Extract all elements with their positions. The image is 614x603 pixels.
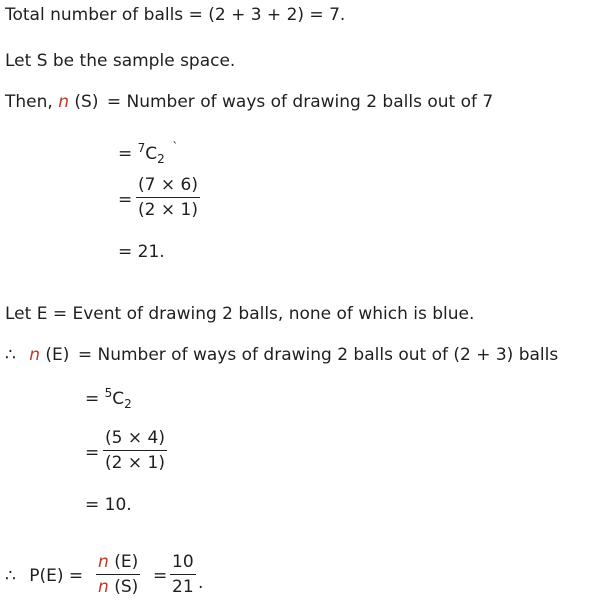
fraction-bar [170, 574, 196, 575]
sample-space-line: Let S be the sample space. [5, 51, 236, 71]
n-s-fraction [136, 174, 200, 221]
n-e-fraction-denominator: (2 × 1) [105, 453, 165, 473]
probability-denominator [96, 576, 140, 598]
n-s-combination [118, 136, 178, 165]
fraction-bar [136, 197, 200, 198]
comb-superscript: 7 [137, 141, 146, 155]
then-prefix: Then, [5, 92, 53, 112]
comb-subscript: 2 [124, 397, 132, 411]
probability-label: P(E) = [29, 566, 84, 586]
fraction-bar [96, 574, 140, 575]
probability-fraction [96, 551, 140, 598]
probability-lhs [5, 565, 83, 587]
n-s-argument: (S) [74, 92, 99, 112]
denominator-argument: (S) [114, 577, 139, 597]
probability-equals: = [153, 566, 168, 586]
n-e-argument: (E) [45, 345, 70, 365]
comb-letter: C [145, 144, 158, 164]
n-e-variable: n [29, 345, 41, 365]
probability-numerator [96, 551, 140, 573]
n-s-description: = Number of ways of drawing 2 balls out of 7 [106, 92, 494, 112]
result-denominator: 21 [172, 577, 194, 597]
total-balls-line: Total number of balls = (2 + 3 + 2) = 7. [5, 5, 346, 25]
comb-subscript: 2 [157, 152, 165, 166]
event-definition-line: Let E = Event of drawing 2 balls, none of which is blue. [5, 304, 475, 324]
comb-equals: = [85, 389, 100, 409]
comb-letter: C [112, 389, 125, 409]
n-s-fraction-numerator: (7 × 6) [138, 175, 198, 195]
n-s-variable: n [58, 92, 69, 112]
numerator-variable: n [98, 552, 109, 572]
probability-result-fraction [170, 551, 196, 598]
n-s-fraction-equals: = [118, 190, 133, 210]
comb-tick-mark: ` [172, 140, 179, 154]
n-e-fraction [103, 427, 167, 474]
n-e-fraction-equals: = [85, 443, 100, 463]
fraction-bar [103, 450, 167, 451]
n-s-result: = 21. [118, 242, 165, 262]
n-e-result: = 10. [85, 495, 132, 515]
numerator-argument: (E) [114, 552, 139, 572]
n-e-combination [85, 388, 132, 410]
result-period: . [198, 573, 204, 593]
n-s-fraction-denominator: (2 × 1) [138, 200, 198, 220]
n-s-definition-line [5, 91, 493, 113]
n-e-definition-line [5, 344, 558, 366]
comb-superscript: 5 [104, 386, 113, 400]
comb-equals: = [118, 144, 133, 164]
n-e-fraction-numerator: (5 × 4) [105, 428, 165, 448]
therefore-symbol: ∴ [5, 566, 16, 586]
denominator-variable: n [98, 577, 109, 597]
therefore-symbol: ∴ [5, 345, 16, 365]
n-e-description: = Number of ways of drawing 2 balls out of (2 + 3) balls [77, 345, 559, 365]
result-numerator: 10 [172, 552, 194, 572]
